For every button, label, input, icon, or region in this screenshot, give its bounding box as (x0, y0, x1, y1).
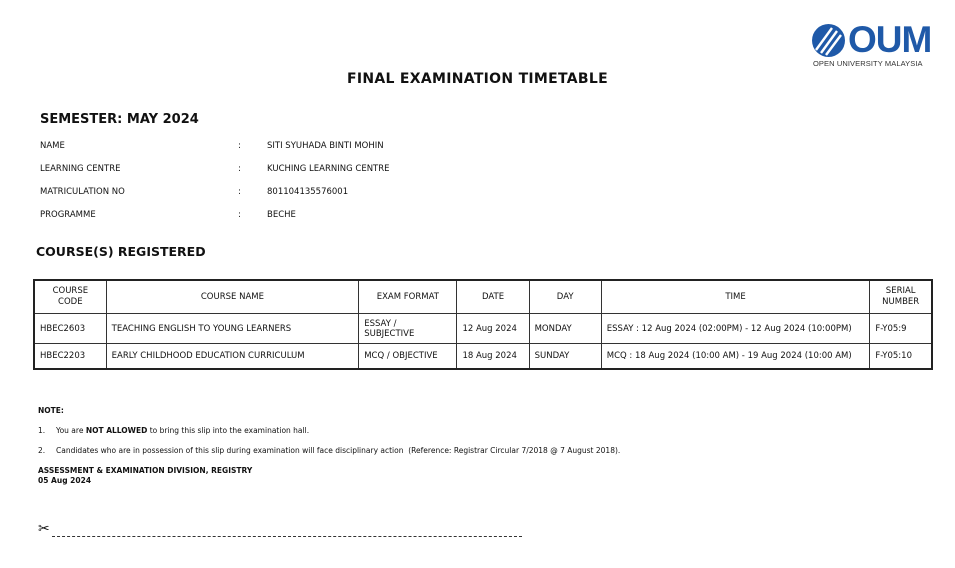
oum-globe-icon (812, 24, 845, 57)
cell-course-code: HBEC2603 (34, 314, 106, 344)
cell-text: SUBJECTIVE (364, 328, 415, 339)
info-value: 801104135576001 (267, 187, 349, 197)
cell-serial: F-Y05:10 (870, 344, 932, 370)
cell-time: ESSAY : 12 Aug 2024 (02:00PM) - 12 Aug 2024 (10:00PM) (601, 314, 870, 344)
cell-course-code: HBEC2203 (34, 344, 106, 370)
page-title: FINAL EXAMINATION TIMETABLE (347, 71, 608, 87)
info-value: BECHE (267, 210, 296, 220)
info-colon: : (238, 210, 241, 220)
logo-brand-text: OUM (848, 19, 932, 60)
division-name: ASSESSMENT & EXAMINATION DIVISION, REGISTRY (38, 466, 253, 475)
cell-text: ESSAY / (364, 318, 397, 329)
header-day: DAY (529, 280, 601, 314)
note-number: 1. (38, 426, 46, 435)
scissors-icon: ✂ (38, 521, 50, 537)
info-label: LEARNING CENTRE (40, 164, 121, 174)
note-text: Candidates who are in possession of this slip during examination will face disciplinary action (Reference: Registrar Circular 7/2018 @ 7 August 2018). (56, 446, 621, 455)
exam-timetable (33, 279, 933, 370)
logo-subtitle: OPEN UNIVERSITY MALAYSIA (813, 59, 923, 68)
info-label: MATRICULATION NO (40, 187, 125, 197)
header-course-code (34, 280, 106, 314)
info-value: KUCHING LEARNING CENTRE (267, 164, 390, 174)
note-item-2 (38, 446, 620, 455)
header-text: COURSE (52, 286, 89, 296)
cell-exam-format (359, 314, 457, 344)
semester-heading: SEMESTER: MAY 2024 (40, 112, 199, 127)
table-row (34, 344, 932, 370)
cell-day: SUNDAY (529, 344, 601, 370)
dashed-cut-line (52, 522, 522, 537)
header-text: SERIAL (885, 286, 916, 296)
header-text: NUMBER (882, 297, 920, 307)
info-colon: : (238, 164, 241, 174)
table-header-row (34, 280, 932, 314)
issue-date: 05 Aug 2024 (38, 476, 92, 485)
note-number: 2. (38, 446, 46, 455)
info-value: SITI SYUHADA BINTI MOHIN (267, 141, 384, 151)
cell-course-name: TEACHING ENGLISH TO YOUNG LEARNERS (106, 314, 359, 344)
table-row (34, 314, 932, 344)
header-exam-format: EXAM FORMAT (359, 280, 457, 314)
info-label: NAME (40, 141, 65, 151)
cell-day: MONDAY (529, 314, 601, 344)
note-text: You are (56, 426, 86, 435)
info-colon: : (238, 187, 241, 197)
oum-logo (812, 19, 932, 68)
cell-time: MCQ : 18 Aug 2024 (10:00 AM) - 19 Aug 2024 (10:00 AM) (601, 344, 870, 370)
cell-course-name: EARLY CHILDHOOD EDUCATION CURRICULUM (106, 344, 359, 370)
info-colon: : (238, 141, 241, 151)
cell-exam-format: MCQ / OBJECTIVE (359, 344, 457, 370)
cell-date: 18 Aug 2024 (457, 344, 529, 370)
courses-heading: COURSE(S) REGISTERED (36, 244, 206, 259)
note-emphasis: NOT ALLOWED (85, 426, 148, 435)
header-course-name: COURSE NAME (106, 280, 359, 314)
cell-date: 12 Aug 2024 (457, 314, 529, 344)
header-date: DATE (457, 280, 529, 314)
note-title: NOTE: (38, 406, 64, 415)
header-serial-number (870, 280, 932, 314)
header-time: TIME (601, 280, 870, 314)
note-text: to bring this slip into the examination hall. (147, 426, 310, 435)
info-label: PROGRAMME (40, 210, 96, 220)
cell-serial: F-Y05:9 (870, 314, 932, 344)
header-text: CODE (58, 297, 83, 307)
cut-line (38, 521, 522, 537)
note-item-1 (38, 426, 309, 435)
